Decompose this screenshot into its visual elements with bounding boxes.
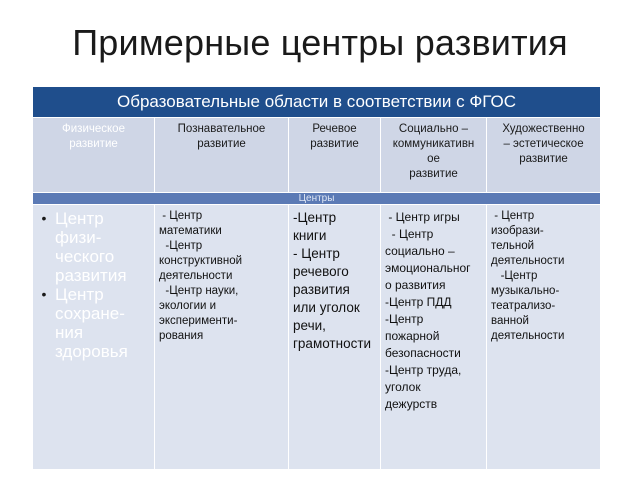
text-line: -Центр науки, [159,285,239,297]
text-line: эксперименти- [159,315,238,327]
text-line: ния [55,323,84,342]
area-artistic [487,118,601,193]
text-line: экологии и [159,300,217,312]
text-line: о развития [385,278,446,292]
cognitive-centers-cell [155,205,289,470]
area-social-line-2: коммуникативн [392,138,475,150]
text-line: развития [293,282,350,297]
text-line: пожарной [385,329,440,343]
text-line: социально – [385,244,455,258]
text-line: эмоциональног [385,261,471,275]
centers-label: Центры [33,193,601,205]
text-line: грамотности [293,336,372,351]
bullet-icon: • [41,210,47,226]
text-line: уголок [385,380,421,394]
text-line: конструктивной [159,255,243,267]
text-line: ческого [55,247,115,266]
area-names-row [33,118,601,193]
area-social-line-4: развитие [409,168,458,180]
text-line: речевого [293,264,349,279]
area-social-line-1: Социально – [398,123,469,135]
centers-body-row [33,205,601,470]
text-line: - Центр [491,210,535,222]
text-line: -Центр [159,240,203,252]
text-line: развития [55,266,127,285]
text-line: дежурств [385,397,438,411]
area-cognitive-line-2: развитие [197,138,246,150]
text-line: сохране- [55,304,125,323]
social-centers-cell [381,205,487,470]
area-artistic-line-2: – эстетическое [503,138,584,150]
text-line: театрализо- [491,300,556,312]
area-artistic-line-3: развитие [519,153,568,165]
area-physical-line-2: развитие [69,138,118,150]
area-physical-line-1: Физическое [62,123,125,135]
list-item-text [55,209,127,285]
text-line: -Центр ПДД [385,295,452,309]
area-speech [289,118,381,193]
artistic-centers-cell [487,205,601,470]
physical-centers-cell [33,205,155,470]
text-line: - Центр [385,227,434,241]
centers-label-row [33,193,601,205]
text-line: деятельности [491,330,565,342]
area-social-line-3: ое [427,153,440,165]
list-item [33,285,152,361]
area-speech-line-2: развитие [310,138,359,150]
area-artistic-line-1: Художественно [502,123,585,135]
text-line: музыкально- [491,285,560,297]
text-line: математики [159,225,222,237]
text-line: - Центр [159,210,203,222]
text-line: - Центр игры [385,210,460,224]
table-header-row [33,87,601,118]
area-cognitive [155,118,289,193]
speech-centers-cell [289,205,381,470]
bullet-icon: • [41,286,47,302]
text-line: речи, [293,318,326,333]
text-line: Центр [55,285,104,304]
text-line: деятельности [491,255,565,267]
text-line: изобрази- [491,225,544,237]
text-line: -Центр [491,270,538,282]
text-line: ванной [491,315,529,327]
text-line: здоровья [55,342,128,361]
text-line: безопасности [385,346,461,360]
education-areas-table [32,86,601,470]
text-line: -Центр [293,210,337,225]
text-line: Центр [55,209,104,228]
text-line: или уголок [293,300,360,315]
list-item-text [55,285,128,361]
text-line: - Центр [293,246,340,261]
list-item [33,209,152,285]
text-line: -Центр труда, [385,363,462,377]
text-line: книги [293,228,327,243]
area-social [381,118,487,193]
text-line: -Центр [385,312,424,326]
text-line: деятельности [159,270,233,282]
text-line: физи- [55,228,102,247]
text-line: тельной [491,240,535,252]
table-header-cell: Образовательные области в соответствии с ФГОС [33,87,601,118]
area-physical [33,118,155,193]
area-cognitive-line-1: Познавательное [177,123,266,135]
area-speech-line-1: Речевое [312,123,357,135]
text-line: рования [159,330,204,342]
physical-centers-list [33,209,152,361]
slide-title: Примерные центры развития [72,22,568,63]
